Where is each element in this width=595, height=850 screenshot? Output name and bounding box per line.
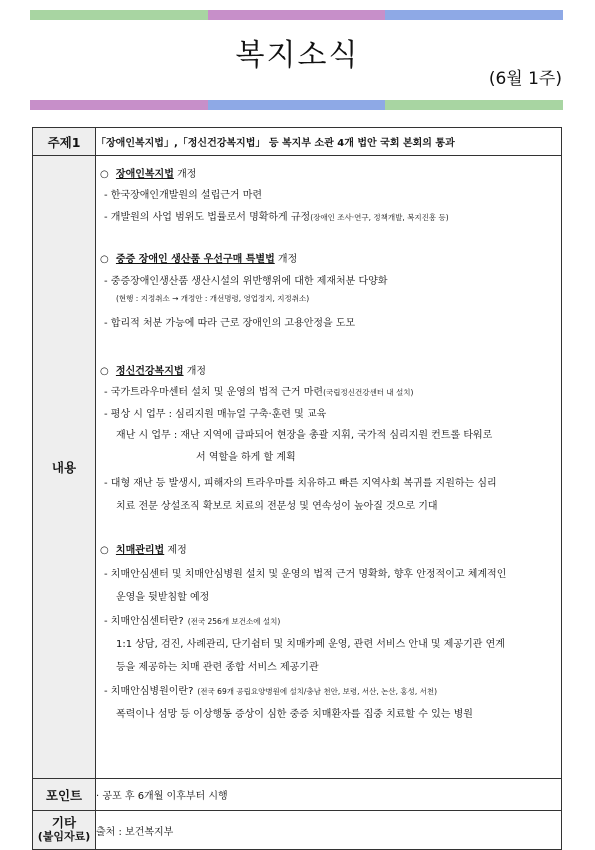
content-line <box>116 658 319 673</box>
subject-label: 주제1 <box>33 128 96 156</box>
content-line <box>104 565 506 580</box>
page-title: 복지소식 <box>235 38 360 73</box>
line-note: (현행 : 지정취소 → 개정안 : 개선명령, 영업정지, 지정취소) <box>116 294 310 303</box>
etc-label <box>33 811 96 850</box>
bottom-bar-purple <box>30 100 208 110</box>
content-line <box>116 705 473 720</box>
week-label: (6월 1주) <box>488 69 562 89</box>
section-title: 장애인복지법 <box>115 169 174 180</box>
bottom-color-bar <box>30 100 563 110</box>
top-bar-green <box>30 10 208 20</box>
line-text: - 평상 시 업무 : 심리지원 매뉴얼 구축·훈련 및 교육 <box>104 409 327 420</box>
content-line <box>196 448 296 463</box>
content-line <box>116 588 209 603</box>
etc-text: 출처 : 보건복지부 <box>96 811 562 850</box>
etc-label-line2: (붙임자료) <box>37 830 91 843</box>
section-title: 치매관리법 <box>115 545 165 556</box>
content-line <box>104 272 388 287</box>
content-line <box>104 612 280 627</box>
line-text: - 대형 재난 등 발생시, 피해자의 트라우마를 치유하고 빠른 지역사회 복귀를 지원하는 심리 <box>104 478 497 489</box>
section-title: 정신건강복지법 <box>115 366 184 377</box>
line-text: 서 역할을 하게 할 계획 <box>196 452 296 463</box>
section-suffix: 제정 <box>164 545 187 556</box>
point-row <box>33 779 562 811</box>
section-marker: ○ <box>100 169 109 180</box>
content-line <box>116 293 309 304</box>
line-text: - 치매안심병원이란? <box>104 686 194 697</box>
line-text: 재난 시 업무 : 재난 지역에 급파되어 현장을 총괄 지휘, 국가적 심리지원 컨트롤 타워로 <box>116 430 493 441</box>
content-row <box>33 156 562 779</box>
line-note: (국립정신건강센터 내 설치) <box>323 388 414 397</box>
content-line <box>116 635 505 650</box>
content-line <box>104 474 497 489</box>
section-heading <box>100 165 196 180</box>
section-heading <box>100 541 187 556</box>
line-note: (장애인 조사·연구, 정책개발, 복지진흥 등) <box>310 213 449 222</box>
section-suffix: 개정 <box>274 254 298 265</box>
section-suffix: 개정 <box>183 366 207 377</box>
bottom-bar-green <box>385 100 563 110</box>
line-text: - 한국장애인개발원의 설립근거 마련 <box>104 190 263 201</box>
content-line <box>116 497 438 512</box>
section-marker: ○ <box>100 254 109 265</box>
section-marker: ○ <box>100 545 109 556</box>
content-label: 내용 <box>33 156 96 779</box>
etc-label-line1: 기타 <box>51 815 77 830</box>
section-heading <box>100 362 206 377</box>
top-bar-purple <box>208 10 386 20</box>
content-line <box>104 186 262 201</box>
line-text: - 치매안심센터 및 치매안심병원 설치 및 운영의 법적 근거 명확화, 향후 안정적이고 체계적인 <box>104 569 507 580</box>
top-color-bar <box>30 10 563 20</box>
line-note: (전국 69개 공립요양병원에 설치/충남 천안, 보령, 서산, 논산, 홍성, 서천) <box>197 687 438 696</box>
content-line <box>104 405 326 420</box>
content-body <box>96 156 561 778</box>
section-marker: ○ <box>100 366 109 377</box>
content-line <box>104 208 449 223</box>
bottom-bar-blue <box>208 100 386 110</box>
line-text: - 합리적 처분 가능에 따라 근로 장애인의 고용안정을 도모 <box>104 318 356 329</box>
content-line <box>104 314 355 329</box>
content-line <box>104 682 437 697</box>
section-heading <box>100 250 297 265</box>
line-text: 운영을 뒷받침할 예정 <box>116 592 210 603</box>
line-note: (전국 256개 보건소에 설치) <box>187 617 281 626</box>
line-text: - 개발원의 사업 범위도 법률로서 명확하게 규정 <box>104 212 311 223</box>
point-label: 포인트 <box>33 779 96 811</box>
subject-text: 「장애인복지법」,「정신건강복지법」 등 복지부 소관 4개 법안 국회 본회의 통과 <box>96 128 562 156</box>
top-bar-blue <box>385 10 563 20</box>
line-text: - 치매안심센터란? <box>104 616 184 627</box>
section-title: 중증 장애인 생산품 우선구매 특별법 <box>115 254 275 265</box>
section-suffix: 개정 <box>173 169 197 180</box>
subject-row <box>33 128 562 156</box>
line-text: 치료 전문 상설조직 확보로 치료의 전문성 및 연속성이 높아질 것으로 기대 <box>116 501 438 512</box>
line-text: 1:1 상담, 검진, 사례관리, 단기쉼터 및 치매카페 운영, 관련 서비스 안내 및 제공기관 연계 <box>116 639 505 650</box>
content-cell <box>96 156 562 779</box>
line-text: 등을 제공하는 치매 관련 종합 서비스 제공기관 <box>116 662 319 673</box>
news-table <box>32 127 562 850</box>
content-line <box>104 383 413 398</box>
line-text: - 국가트라우마센터 설치 및 운영의 법적 근거 마련 <box>104 387 324 398</box>
content-line <box>116 426 492 441</box>
point-text: · 공포 후 6개월 이후부터 시행 <box>96 779 562 811</box>
etc-row <box>33 811 562 850</box>
line-text: - 중증장애인생산품 생산시설의 위반행위에 대한 제재처분 다양화 <box>104 276 388 287</box>
line-text: 폭력이나 섬망 등 이상행동 증상이 심한 중증 치매환자를 집중 치료할 수 있는 병원 <box>116 709 473 720</box>
